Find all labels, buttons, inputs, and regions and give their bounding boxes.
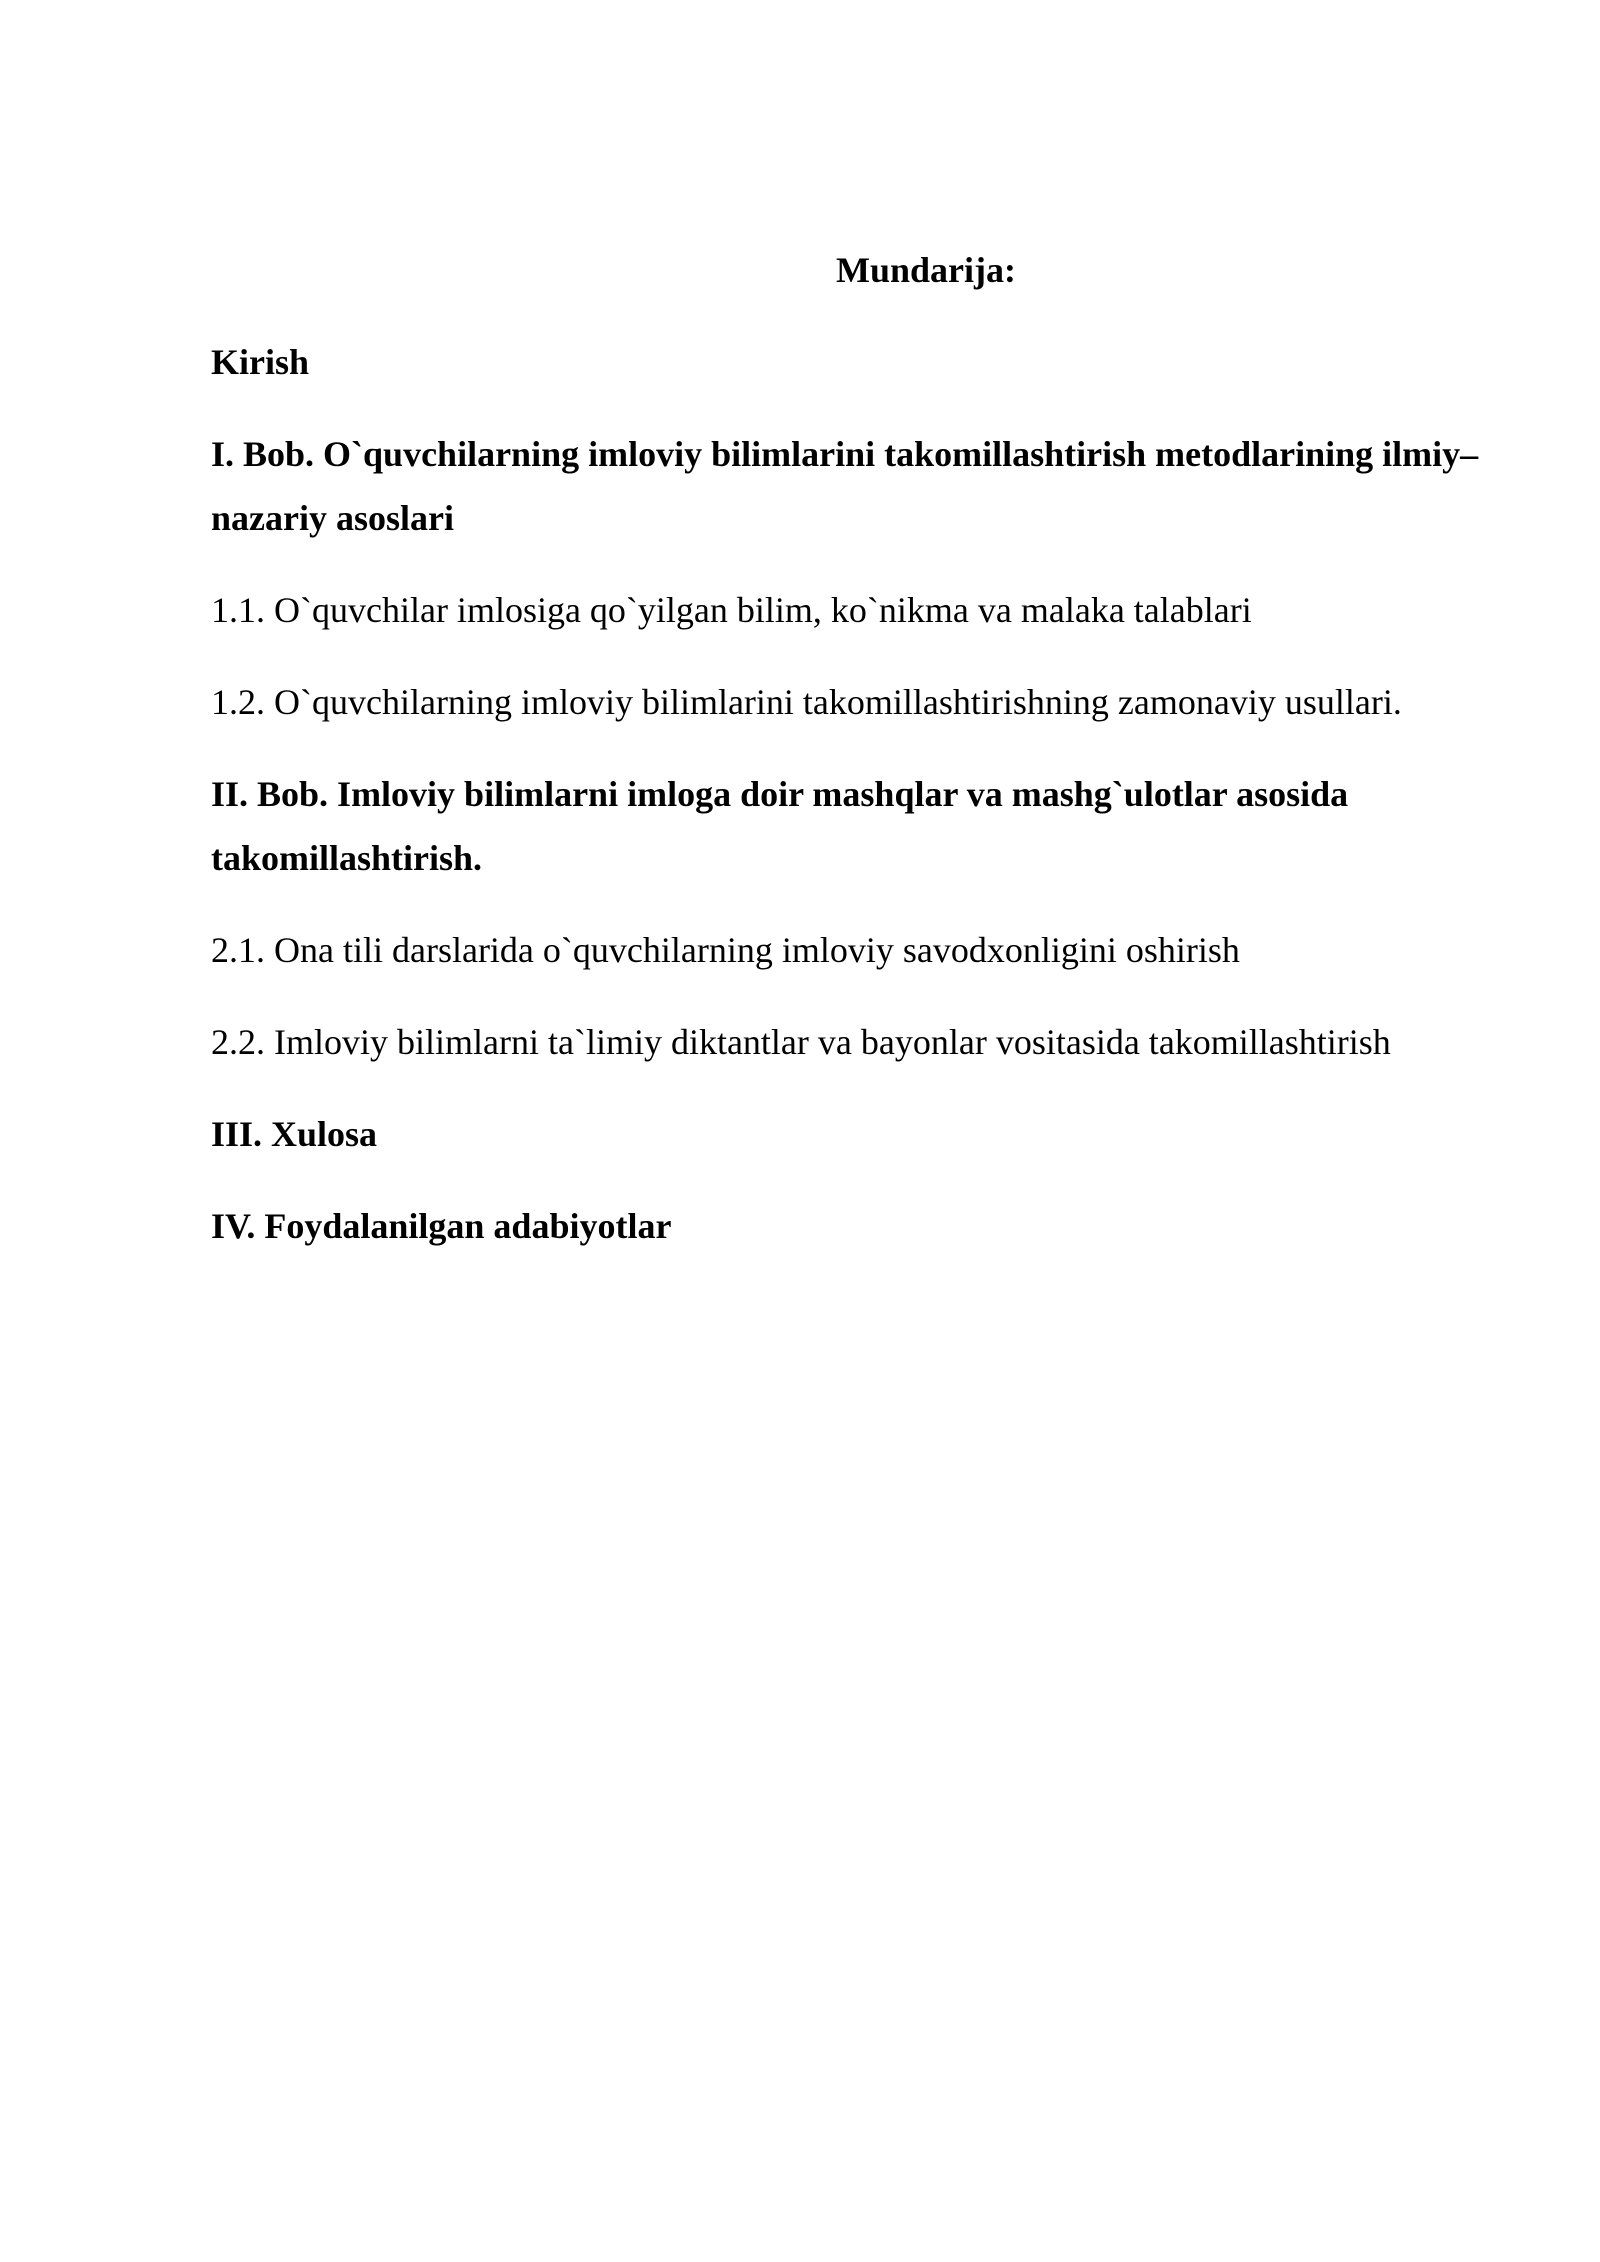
table-of-contents <box>211 238 1481 1286</box>
toc-entry-section-2-2: 2.2. Imloviy bilimlarni ta`limiy diktantlar va bayonlar vositasida takomillashtirish <box>211 1022 1391 1062</box>
toc-entry-section-1-2: 1.2. O`quvchilarning imloviy bilimlarini takomillashtirishning zamonaviy usullari. <box>211 682 1402 722</box>
toc-entry-section-2-1: 2.1. Ona tili darslarida o`quvchilarning imloviy savodxonligini oshirish <box>211 930 1240 970</box>
toc-entry-chapter-1: I. Bob. O`quvchilarning imloviy bilimlarini takomillashtirish metodlarining ilmiy–nazariy asoslari <box>211 434 1479 538</box>
toc-title: Mundarija: <box>836 250 1016 290</box>
toc-entry-introduction: Kirish <box>211 342 310 382</box>
toc-entry-section-1-1: 1.1. O`quvchilar imlosiga qo`yilgan bilim, ko`nikma va malaka talablari <box>211 590 1252 630</box>
toc-entry-references: IV. Foydalanilgan adabiyotlar <box>211 1206 672 1246</box>
toc-entry-chapter-2: II. Bob. Imloviy bilimlarni imloga doir mashqlar va mashg`ulotlar asosida takomillashtirish. <box>211 774 1349 878</box>
toc-entry-conclusion: III. Xulosa <box>211 1114 378 1154</box>
